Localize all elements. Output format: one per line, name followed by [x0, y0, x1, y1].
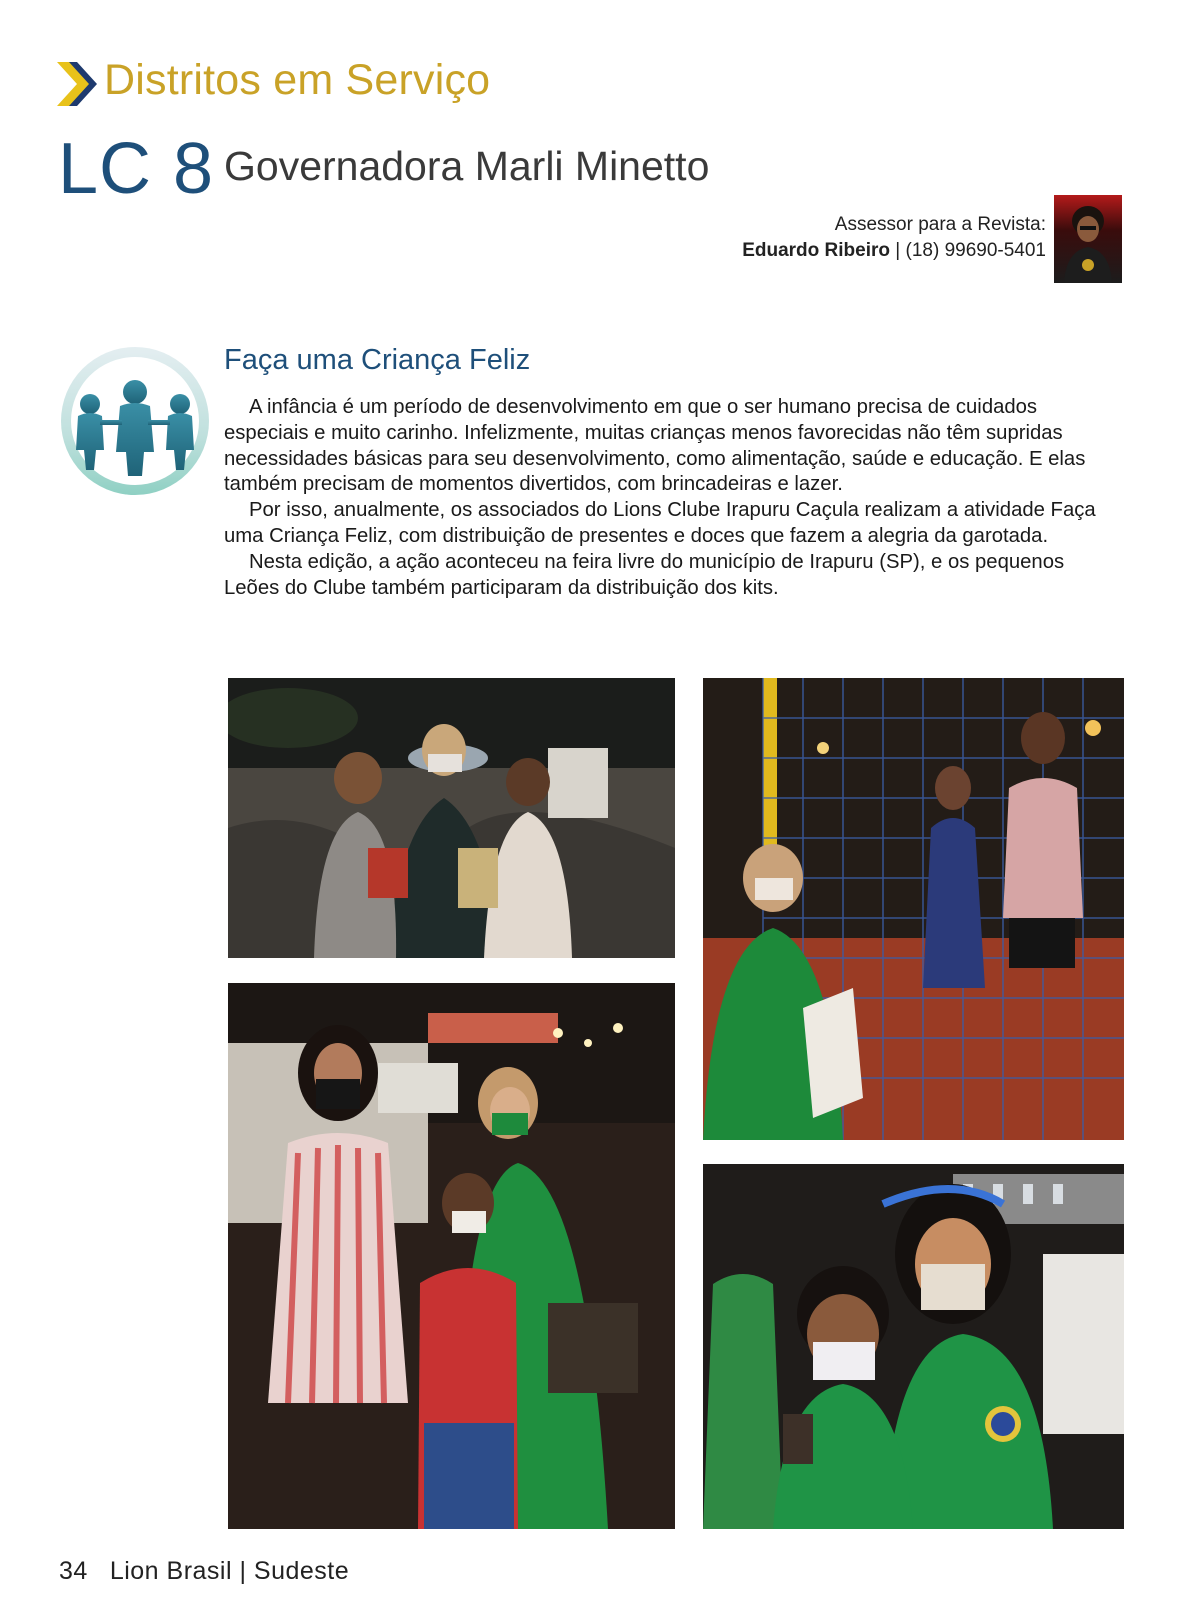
photo-plaza-children [228, 678, 675, 958]
advisor-name: Eduardo Ribeiro [742, 240, 890, 261]
photo-net-volunteer [703, 678, 1124, 1140]
photo-fair-family [228, 983, 675, 1529]
advisor-phone: (18) 99690-5401 [905, 240, 1046, 261]
advisor-photo [1054, 195, 1122, 283]
page-footer [59, 1557, 349, 1586]
page-number: 34 [59, 1557, 88, 1585]
children-logo-icon [58, 344, 212, 498]
district-code: LC 8 [58, 129, 215, 209]
article-body [224, 395, 1119, 601]
advisor-separator: | [895, 240, 901, 261]
governor-name: Governadora Marli Minetto [224, 143, 710, 189]
article-title: Faça uma Criança Feliz [224, 344, 531, 376]
article-paragraph: Por isso, anualmente, os associados do Lions Clube Irapuru Caçula realizam a atividade Faça uma Criança Feliz, com distribuição de presentes e doces que fazem a alegria da garotada. [224, 499, 1096, 547]
section-title: Distritos em Serviço [104, 56, 491, 104]
publication-name: Lion Brasil | Sudeste [109, 1557, 350, 1585]
photo-leo-kids [703, 1164, 1124, 1529]
advisor-label: Assessor para a Revista: [834, 214, 1046, 235]
article-paragraph: A infância é um período de desenvolvimento em que o ser humano precisa de cuidados especiais e muito carinho. Infelizmente, muitas crianças menos favorecidas não têm supridas necessidades básicas para seu desenvolvimento, como alimentação, saúde e educação. E elas também precisam de momentos divertidos, com brincadeiras e lazer. [224, 396, 1086, 496]
chevron-icon [57, 62, 97, 106]
article-paragraph: Nesta edição, a ação aconteceu na feira livre do município de Irapuru (SP), e os pequenos Leões do Clube também participaram da distribuição dos kits. [224, 550, 1065, 599]
advisor-contact [742, 238, 1046, 264]
advisor-credit [742, 212, 1046, 264]
